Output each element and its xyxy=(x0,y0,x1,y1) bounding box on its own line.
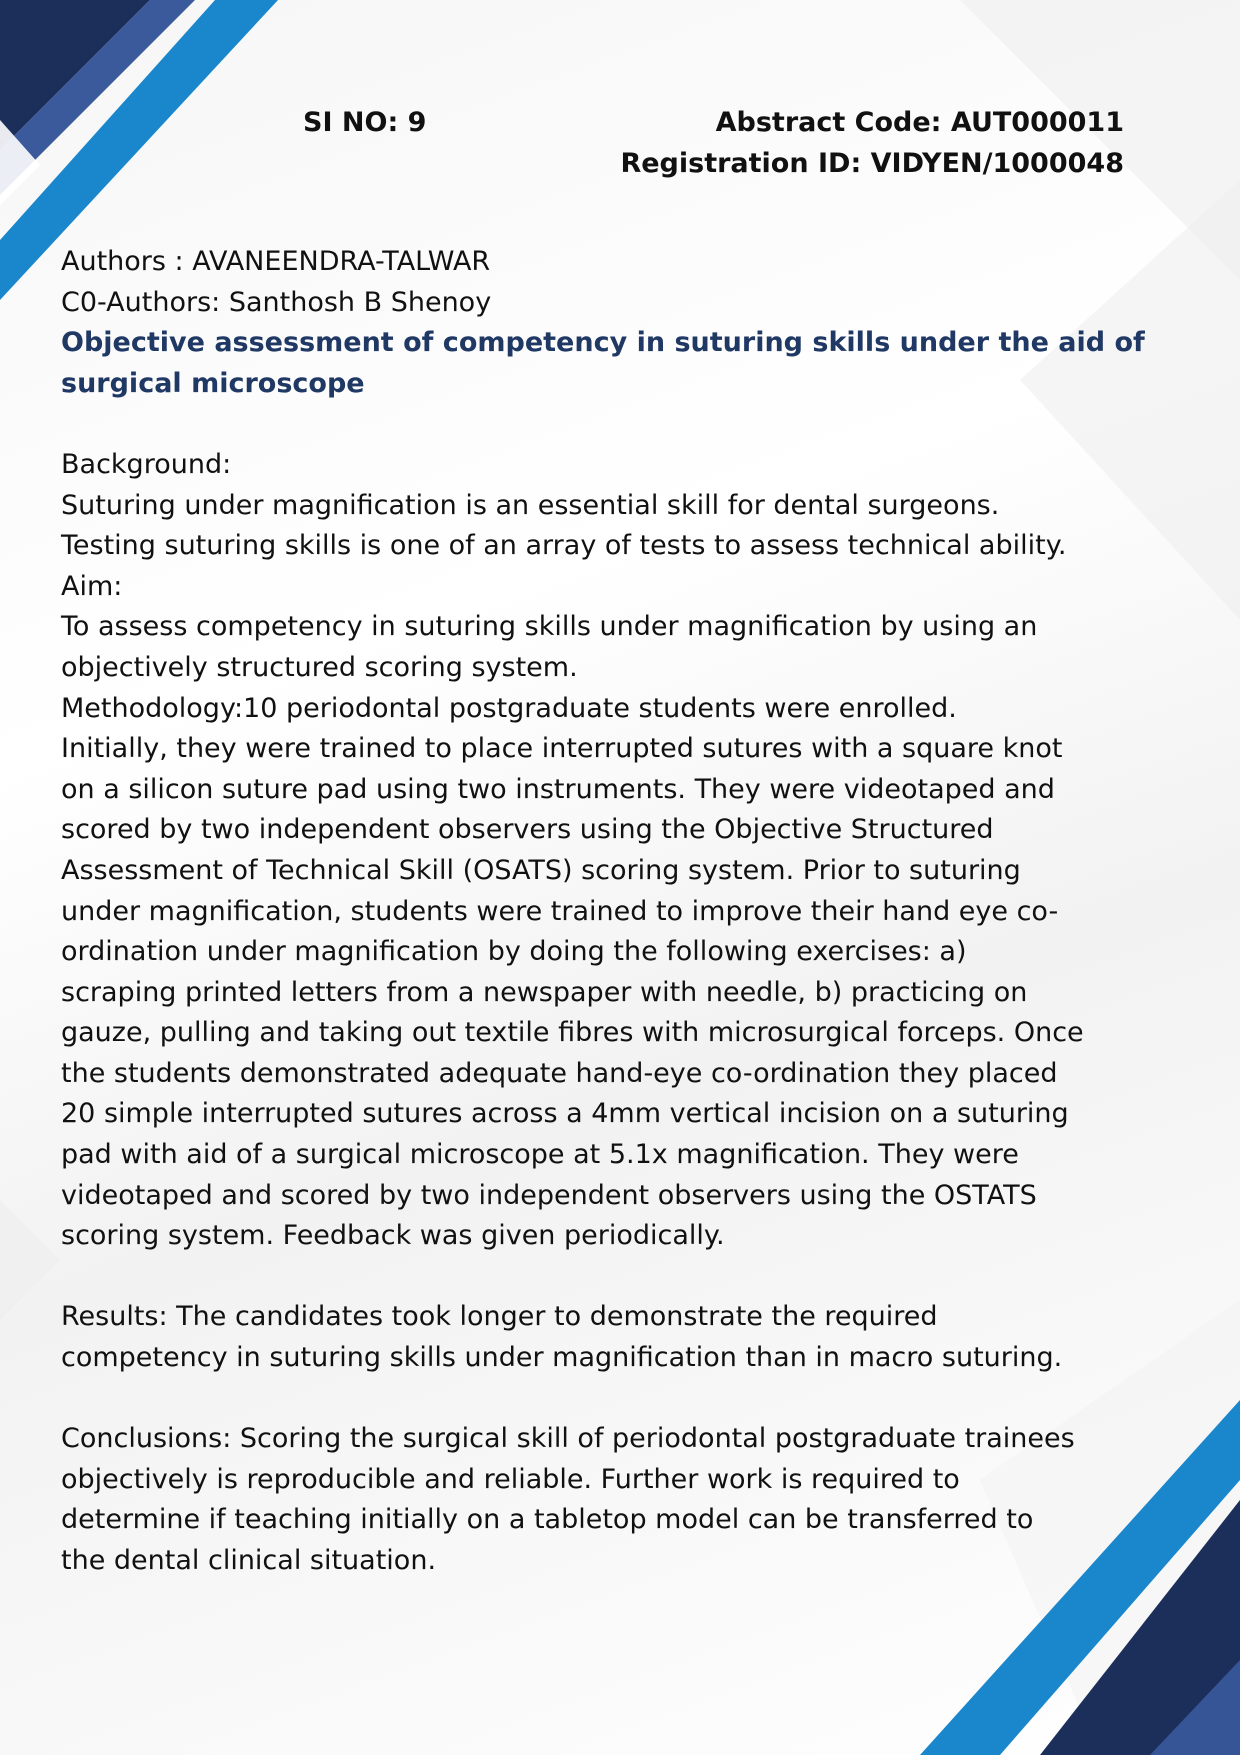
abstract-title-line-1: Objective assessment of competency in suturing skills under the aid of xyxy=(61,327,1145,359)
spacer xyxy=(61,1257,1141,1298)
methodology-line: on a silicon suture pad using two instruments. They were videotaped and xyxy=(61,773,1055,805)
conclusions-line: the dental clinical situation. xyxy=(61,1545,437,1576)
header-codes xyxy=(620,102,1124,184)
background-line: Suturing under magnification is an essential skill for dental surgeons. xyxy=(61,489,1000,521)
conclusions-line: objectively is reproducible and reliable. Further work is required to xyxy=(61,1463,960,1495)
methodology-line: the students demonstrated adequate hand-eye co-ordination they placed xyxy=(61,1057,1058,1089)
spacer xyxy=(61,404,1141,445)
methodology-line: Initially, they were trained to place interrupted sutures with a square knot xyxy=(61,733,1063,765)
abstract-code: Abstract Code: AUT000011 xyxy=(715,107,1124,138)
methodology-line: ordination under magnification by doing the following exercises: a) xyxy=(61,936,967,968)
conclusions-line: Conclusions: Scoring the surgical skill of periodontal postgraduate trainees xyxy=(61,1423,1075,1455)
methodology-line: scored by two independent observers using the Objective Structured xyxy=(61,814,994,846)
results-line: Results: The candidates took longer to demonstrate the required xyxy=(61,1301,938,1333)
registration-id: Registration ID: VIDYEN/1000048 xyxy=(620,148,1124,179)
background-heading: Background: xyxy=(61,448,232,480)
methodology-line: Assessment of Technical Skill (OSATS) scoring system. Prior to suturing xyxy=(61,854,1021,886)
aim-line: objectively structured scoring system. xyxy=(61,651,578,683)
methodology-line: gauze, pulling and taking out textile fibres with microsurgical forceps. Once xyxy=(61,1017,1084,1049)
light-facet-left xyxy=(0,1200,60,1320)
aim-heading: Aim: xyxy=(61,570,123,602)
abstract-title-line-2: surgical microscope xyxy=(61,367,365,399)
methodology-line: scraping printed letters from a newspaper with needle, b) practicing on xyxy=(61,976,1028,1008)
methodology-line: Methodology:10 periodontal postgraduate students were enrolled. xyxy=(61,692,957,724)
co-authors: C0-Authors: Santhosh B Shenoy xyxy=(61,286,492,318)
spacer xyxy=(61,1379,1141,1420)
conclusions-line: determine if teaching initially on a tabletop model can be transferred to xyxy=(61,1504,1034,1536)
methodology-line: under magnification, students were trained to improve their hand eye co- xyxy=(61,895,1059,927)
aim-line: To assess competency in suturing skills under magnification by using an xyxy=(61,611,1038,643)
authors: Authors : AVANEENDRA-TALWAR xyxy=(61,246,491,277)
results-line: competency in suturing skills under magnification than in macro suturing. xyxy=(61,1342,1063,1374)
methodology-line: 20 simple interrupted sutures across a 4mm vertical incision on a suturing xyxy=(61,1098,1069,1130)
methodology-line: videotaped and scored by two independent observers using the OSTATS xyxy=(61,1179,1037,1211)
abstract-body xyxy=(61,242,1145,1582)
si-number: SI NO: 9 xyxy=(303,107,427,138)
methodology-line: scoring system. Feedback was given periodically. xyxy=(61,1220,725,1252)
background-line: Testing suturing skills is one of an array of tests to assess technical ability. xyxy=(61,530,1067,562)
methodology-line: pad with aid of a surgical microscope at 5.1x magnification. They were xyxy=(61,1139,1019,1171)
